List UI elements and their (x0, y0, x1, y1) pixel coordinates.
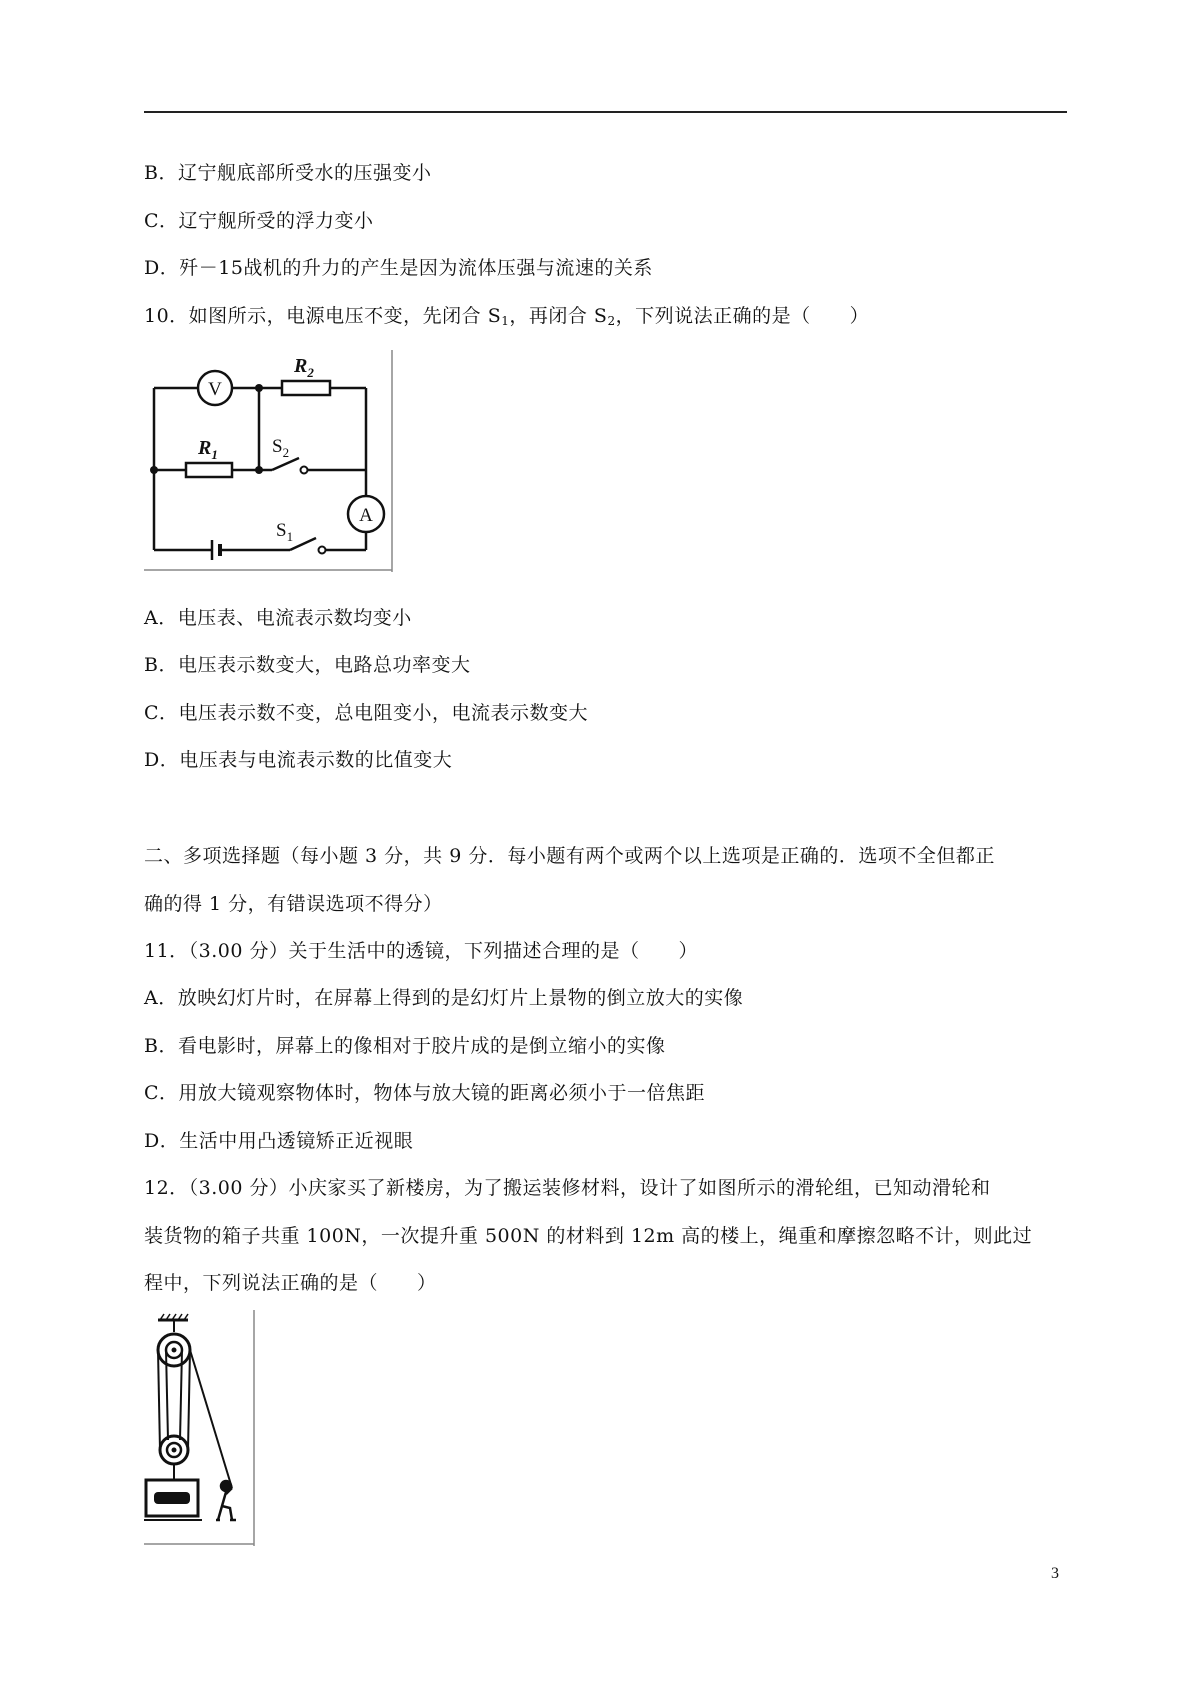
r1-label: $R_1$ (198, 437, 218, 462)
q12-stem-line2: 装货物的箱子共重 100N，一次提升重 500N 的材料到 12m 高的楼上，绳重和摩擦忽略不计，则此过 (144, 1225, 1033, 1247)
q11-stem: 11．（3.00 分）关于生活中的透镜，下列描述合理的是（ ） (144, 940, 699, 962)
q12-stem-line1: 12．（3.00 分）小庆家买了新楼房，为了搬运装修材料，设计了如图所示的滑轮组，已知动滑轮和 (144, 1177, 991, 1199)
q9-option-b: B．辽宁舰底部所受水的压强变小 (144, 162, 432, 184)
s2-label: $S_2$ (272, 436, 290, 460)
q9-option-c: C．辽宁舰所受的浮力变小 (144, 210, 374, 232)
circuit-diagram (144, 350, 394, 572)
voltmeter-label: V (208, 379, 222, 400)
r2-resistor (282, 381, 330, 395)
q10-option-b: B．电压表示数变大，电路总功率变大 (144, 654, 471, 676)
q10-option-a: A．电压表、电流表示数均变小 (144, 607, 412, 629)
q10-option-d: D．电压表与电流表示数的比值变大 (144, 749, 453, 771)
q12-stem-line3: 程中，下列说法正确的是（ ） (144, 1272, 437, 1294)
ammeter-label: A (359, 505, 373, 526)
header-rule (144, 111, 1067, 113)
q9-option-d: D．歼－15战机的升力的产生是因为流体压强与流速的关系 (144, 257, 653, 279)
pulley-diagram (144, 1310, 256, 1546)
q11-option-c: C．用放大镜观察物体时，物体与放大镜的距离必须小于一倍焦距 (144, 1082, 706, 1104)
q11-option-b: B．看电影时，屏幕上的像相对于胶片成的是倒立缩小的实像 (144, 1035, 666, 1057)
section2-heading-line2: 确的得 1 分，有错误选项不得分） (144, 893, 443, 915)
r2-label: $R_2$ (294, 355, 314, 380)
r1-resistor (186, 463, 232, 477)
q11-option-d: D．生活中用凸透镜矫正近视眼 (144, 1130, 414, 1152)
section2-heading-line1: 二、多项选择题（每小题 3 分，共 9 分．每小题有两个或两个以上选项是正确的．选项不全但都正 (144, 845, 995, 867)
page-number: 3 (1051, 1565, 1059, 1582)
q11-option-a: A．放映幻灯片时，在屏幕上得到的是幻灯片上景物的倒立放大的实像 (144, 987, 744, 1009)
q10-stem: 10．如图所示，电源电压不变，先闭合 $S_1$，再闭合 $S_2$，下列说法正确的是（ ） (144, 305, 870, 328)
worker-figure (216, 1481, 236, 1520)
s1-label: $S_1$ (276, 520, 294, 544)
q10-option-c: C．电压表示数不变，总电阻变小，电流表示数变大 (144, 702, 589, 724)
